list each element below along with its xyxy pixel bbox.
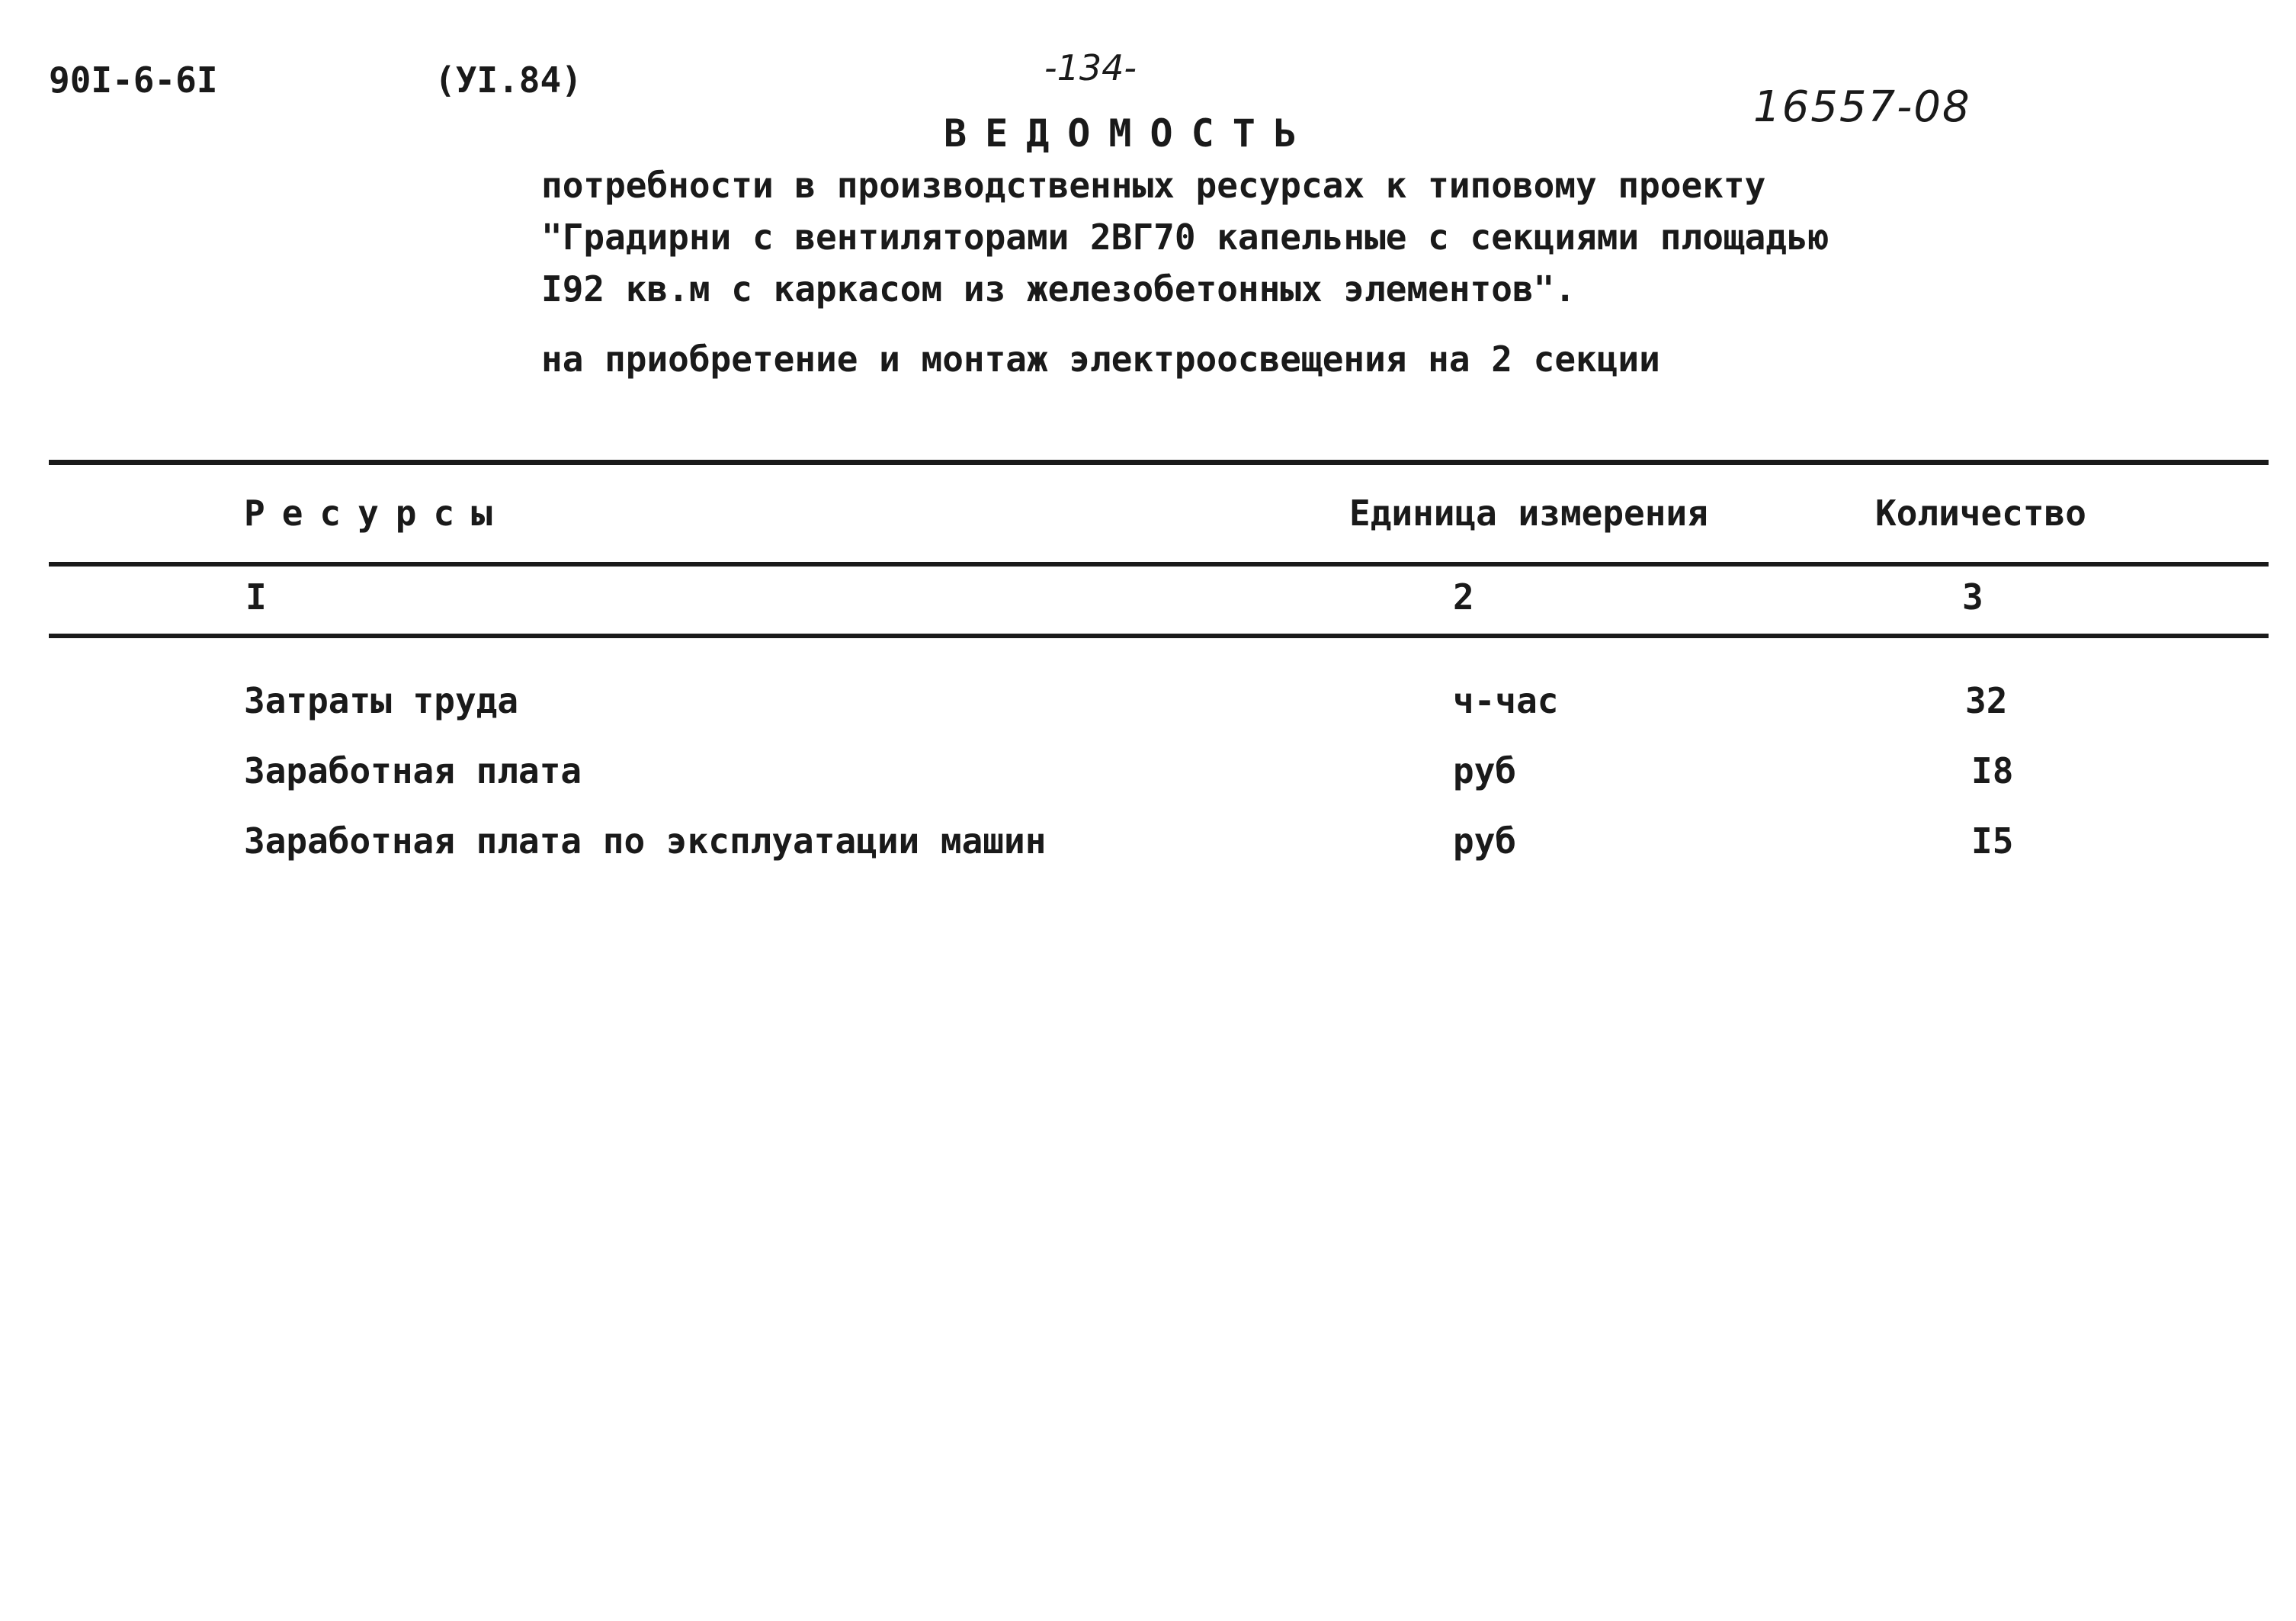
subtitle-line-1: потребности в производственных ресурсах к типовому проекту (541, 165, 1766, 206)
resource-name: Заработная плата (244, 750, 582, 791)
unit-value: ч-час (1453, 680, 1559, 721)
unit-value: руб (1453, 750, 1517, 791)
quantity-value: I5 (1971, 820, 2014, 862)
resource-name: Заработная плата по эксплуатации машин (244, 820, 1047, 862)
unit-value: руб (1453, 820, 1517, 862)
quantity-value: I8 (1971, 750, 2014, 791)
column-number-1: I (245, 576, 267, 618)
document-code: 90I-6-6I (49, 59, 218, 101)
table-top-rule (49, 460, 2269, 465)
quantity-value: 32 (1965, 680, 2008, 721)
archive-number: 16557-08 (1753, 82, 1971, 132)
subtitle-line-2: "Градирни с вентиляторами 2ВГ70 капельные с секциями площадью (541, 217, 1829, 258)
date-code: (УI.84) (435, 59, 582, 101)
column-header-resources: Ресурсы (244, 493, 509, 534)
subtitle-line-3: I92 кв.м с каркасом из железобетонных элементов". (541, 268, 1576, 310)
page-number: -134- (1044, 47, 1137, 88)
document-title: ВЕДОМОСТЬ (944, 111, 1315, 156)
column-number-rule (49, 634, 2269, 638)
column-header-quantity: Количество (1875, 493, 2086, 534)
resource-name: Затраты труда (244, 680, 519, 721)
column-header-unit: Единица измерения (1349, 493, 1708, 534)
column-number-2: 2 (1453, 576, 1474, 618)
header-separator-rule (49, 562, 2269, 567)
purpose-line: на приобретение и монтаж электроосвещения на 2 секции (541, 339, 1660, 380)
column-number-3: 3 (1962, 576, 1983, 618)
